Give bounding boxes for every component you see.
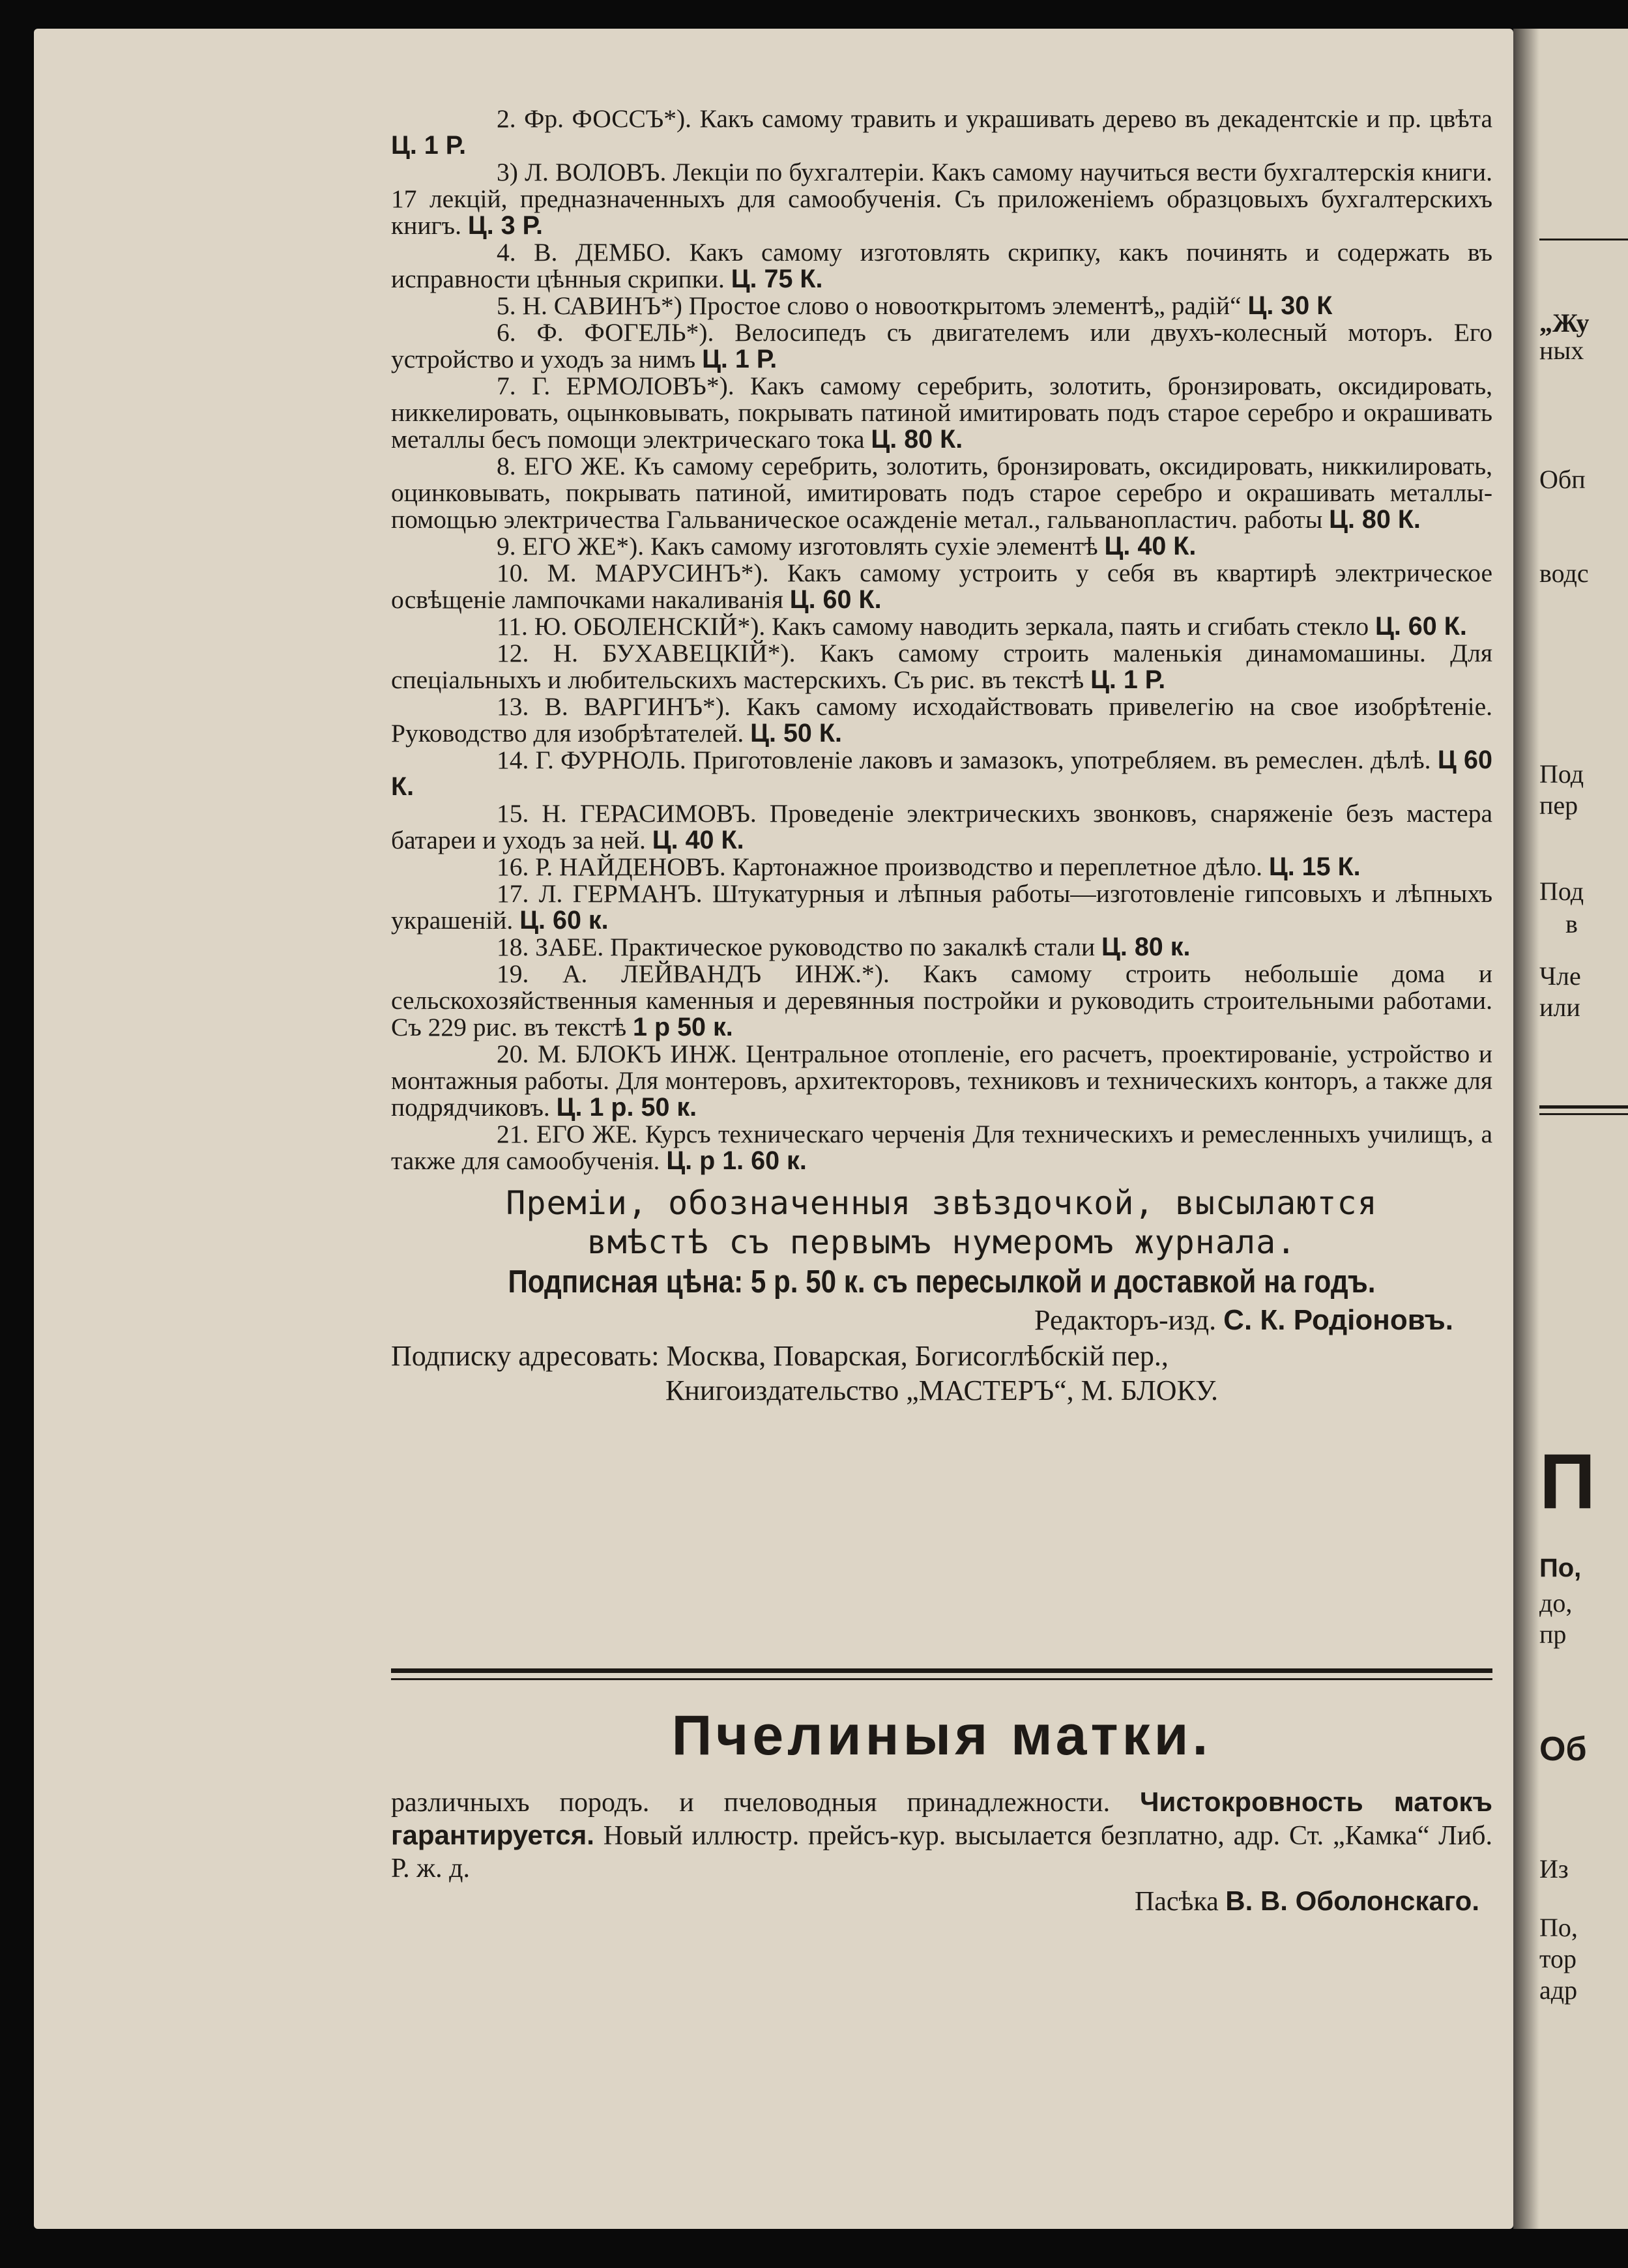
premium-notice-line-1: Преміи, обозначенныя звѣздочкой, высылаются [506, 1184, 1378, 1222]
neighbor-rule [1539, 239, 1628, 240]
entry-price: Ц. 80 К. [1329, 505, 1421, 534]
entry-price: Ц. р 1. 60 к. [666, 1146, 807, 1175]
entry-text: 5. Н. САВИНЪ*) Простое слово о новооткрытомъ элементѣ„ радій“ [497, 291, 1242, 320]
entry-price: Ц. 40 К. [1104, 532, 1197, 560]
ad-text-bold: Чистокровность матокъ гарантируется. [391, 1786, 1492, 1850]
entry-text: 2. Фр. ФОССЪ*). Какъ самому травить и украшивать дерево въ декадентскіе и пр. цвѣта [497, 104, 1492, 133]
entry-price: Ц. 30 К [1247, 291, 1333, 320]
entry-text: 17. Л. ГЕРМАНЪ. Штукатурныя и лѣпныя работы—изготовленіе гипсовыхъ и лѣпныхъ украшеній. [391, 879, 1492, 935]
entry-price: Ц. 40 К. [652, 826, 744, 854]
publisher-address: Книгоиздательство „МАСТЕРЪ“, М. БЛОКУ. [665, 1374, 1219, 1406]
neighbor-fragment: Обп [1539, 465, 1586, 494]
entry-price: Ц. 60 К. [789, 585, 882, 614]
neighbor-fragment: ных [1539, 336, 1584, 365]
neighbor-fragment: „Жу [1539, 308, 1590, 338]
entry-text: 13. В. ВАРГИНЪ*). Какъ самому исходайствовать привелегію на свое изобрѣтеніе. Руководство для изобрѣтателей. [391, 692, 1492, 748]
entry-text: 20. М. БЛОКЪ ИНЖ. Центральное отопленіе, его расчетъ, проектированіе, устройство и монтажныя работы. Для монтеровъ, архитекторовъ, техниковъ и техническихъ конторъ, а также для подрядчиковъ. [391, 1040, 1492, 1122]
entry-text: 11. Ю. ОБОЛЕНСКІЙ*). Какъ самому наводить зеркала, паять и сгибать стекло [497, 612, 1369, 641]
book-entry [391, 800, 1492, 854]
book-entry [391, 693, 1492, 747]
book-entry [391, 934, 1492, 961]
neighbor-fragment: Из [1539, 1854, 1569, 1883]
section-divider [391, 1668, 1492, 1680]
entry-price: Ц. 60 к. [519, 906, 609, 935]
book-entry [391, 319, 1492, 373]
bee-queens-ad [391, 1786, 1492, 1918]
neighbor-fragment: адр [1539, 1975, 1578, 2005]
neighbor-fragment: Об [1539, 1730, 1587, 1768]
divider-thin-line [391, 1678, 1492, 1680]
editor-credit [391, 1302, 1492, 1339]
neighbor-fragment: Чле [1539, 961, 1581, 991]
book-entry [391, 373, 1492, 453]
entry-price: Ц. 1 Р. [702, 345, 778, 373]
entry-text: 10. М. МАРУСИНЪ*). Какъ самому устроить у себя въ квартирѣ электрическое освѣщеніе лампочками накаливанія [391, 559, 1492, 614]
book-entry [391, 533, 1492, 560]
neighbor-fragment: тор [1539, 1944, 1577, 1973]
entry-price: Ц. 75 К. [731, 265, 823, 293]
editor-label: Редакторъ-изд. [1034, 1304, 1217, 1336]
entry-text: 4. В. ДЕМБО. Какъ самому изготовлять скрипку, какъ починять и содержать въ исправности цѣнныя скрипки. [391, 238, 1492, 293]
book-entry [391, 1121, 1492, 1174]
book-entry [391, 961, 1492, 1041]
entry-text: 12. Н. БУХАВЕЦКІЙ*). Какъ самому строить маленькія динамомашины. Для спеціальныхъ и любительскихъ мастерскихъ. Съ рис. въ текстѣ [391, 639, 1492, 694]
neighbor-fragment: водс [1539, 559, 1589, 588]
ad-text-plain: различныхъ породъ. и пчеловодныя принадлежности. [391, 1788, 1111, 1818]
editor-name: С. К. Родіоновъ. [1223, 1304, 1453, 1336]
book-entry [391, 453, 1492, 533]
neighbor-fragment: пр [1539, 1620, 1567, 1649]
neighbor-fragment: до, [1539, 1588, 1573, 1618]
book-entry [391, 1041, 1492, 1121]
ad-text-plain-2: Новый иллюстр. прейсъ-кур. высылается безплатно, адр. Ст. „Камка“ Либ. Р. ж. д. [391, 1821, 1493, 1883]
neighbor-fragment: По, [1539, 1554, 1582, 1582]
book-entry [391, 640, 1492, 693]
book-entry [391, 880, 1492, 934]
entry-text: 14. Г. ФУРНОЛЬ. Приготовленіе лаковъ и замазокъ, употребляем. въ ремеслен. дѣлѣ. [497, 746, 1431, 774]
book-entry [391, 560, 1492, 613]
ad-signature-label: Пасѣка [1134, 1887, 1219, 1917]
entry-price: Ц. 80 К. [871, 425, 963, 454]
neighbor-fragment: пер [1539, 791, 1578, 820]
neighbor-rule [1539, 1113, 1628, 1115]
entry-text: 16. Р. НАЙДЕНОВЪ. Картонажное производство и переплетное дѣло. [497, 852, 1262, 881]
neighbor-fragment: Под [1539, 759, 1584, 789]
ad-text [391, 1786, 1492, 1885]
neighbor-rule [1539, 1105, 1628, 1109]
entry-text: 7. Г. ЕРМОЛОВЪ*). Какъ самому серебрить, золотить, бронзировать, оксидировать, никкелировать, оцынковывать, покрывать патиной имитировать подъ старое серебро и окрашивать металлы бесъ помощи электрическаго тока [391, 371, 1492, 454]
page-gutter-shadow [1513, 29, 1539, 2229]
book-entry [391, 747, 1492, 800]
neighbor-fragment: в [1565, 909, 1578, 938]
neighbor-fragment: или [1539, 993, 1580, 1022]
entry-text: 9. ЕГО ЖЕ*). Какъ самому изготовлять сухіе элементѣ [497, 532, 1098, 560]
entry-price: Ц. 80 к. [1101, 933, 1191, 961]
entry-price: Ц. 1 Р. [391, 131, 467, 160]
book-entry [391, 159, 1492, 239]
entry-text: 8. ЕГО ЖЕ. Къ самому серебрить, золотить, бронзировать, оксидировать, никкилировать, оцинковывать, покрывать патиной, имитировать подъ старое серебро и окрашивать металлы-помощью электричества Гальваническое осажденіе метал., гальванопластич. работы [391, 452, 1492, 534]
divider-thick-line [391, 1668, 1492, 1673]
entry-text: 3) Л. ВОЛОВЪ. Лекціи по бухгалтеріи. Какъ самому научиться вести бухгалтерскія книги. 17 лекцій, предназначенныхъ для самообученія. Съ приложеніемъ образцовыхъ бухгалтерскихъ книгъ. [391, 158, 1492, 240]
subscription-price: Подписная цѣна: 5 р. 50 к. съ пересылкой и доставкой на годъ. [508, 1264, 1376, 1300]
entry-text: 6. Ф. ФОГЕЛЬ*). Велосипедъ съ двигателемъ или двухъ-колесный моторъ. Его устройство и уходъ за нимъ [391, 318, 1492, 373]
entry-price: Ц 60 К. [391, 746, 1492, 801]
entry-price: Ц. 1 Р. [1090, 665, 1166, 694]
entry-text: 19. А. ЛЕЙВАНДЪ ИНЖ.*). Какъ самому строить небольшіе дома и сельскохозяйственныя каменныя и деревянныя постройки и руководить строительными работами. Съ 229 рис. въ текстѣ [391, 959, 1492, 1041]
entry-text: 15. Н. ГЕРАСИМОВЪ. Проведеніе электрическихъ звонковъ, снаряженіе безъ мастера батареи и уходъ за ней. [391, 799, 1492, 854]
entry-price: Ц. 60 К. [1375, 612, 1467, 641]
premium-notice-line-2: вмѣстѣ съ первымъ нумеромъ журнала. [587, 1223, 1297, 1261]
ad-signature-name: В. В. Оболонскаго. [1225, 1885, 1479, 1916]
ad-signature [391, 1885, 1492, 1918]
book-entry [391, 293, 1492, 319]
entry-price: Ц. 15 К. [1268, 852, 1361, 881]
entry-text: 21. ЕГО ЖЕ. Курсъ техническаго черченія Для техническихъ и ремесленныхъ училищъ, а также для самообученія. [391, 1120, 1492, 1175]
entry-price: Ц. 1 р. 50 к. [556, 1093, 697, 1122]
adjacent-page-edge [1513, 29, 1628, 2229]
book-entry [391, 854, 1492, 880]
book-entry [391, 613, 1492, 640]
book-entry [391, 239, 1492, 293]
entry-price: Ц. 3 Р. [467, 211, 544, 240]
ad-title: Пчелиныя матки. [671, 1704, 1212, 1767]
entry-text: 18. ЗАБЕ. Практическое руководство по закалкѣ стали [497, 933, 1096, 961]
neighbor-fragment: По, [1539, 1913, 1578, 1942]
subscription-address: Подписку адресовать: Москва, Поварская, Богисоглѣбскій пер., [391, 1340, 1169, 1372]
entry-price: Ц. 50 К. [750, 719, 842, 748]
neighbor-fragment: П [1539, 1438, 1596, 1525]
book-entry [391, 106, 1492, 159]
entry-price: 1 р 50 к. [633, 1013, 733, 1041]
book-list [391, 106, 1492, 1408]
neighbor-fragment: Под [1539, 877, 1584, 906]
